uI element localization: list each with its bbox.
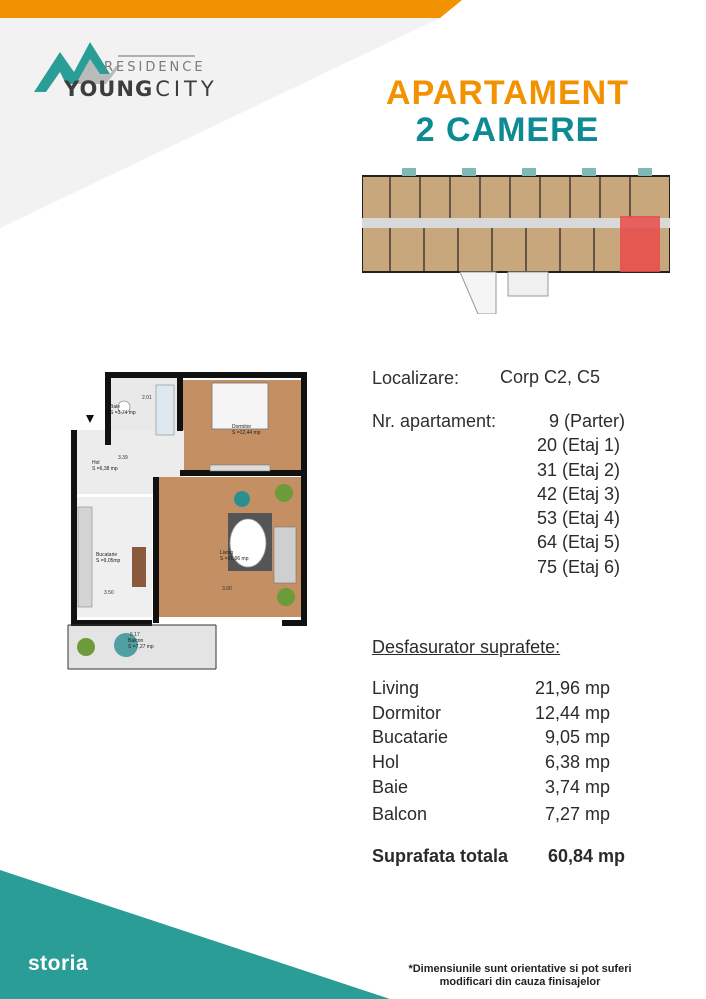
area-name: Living xyxy=(372,678,420,698)
page-title-line2: 2 CAMERE xyxy=(415,111,600,149)
plan-hol-area: S =6,38 mp xyxy=(92,466,118,472)
area-name: Baie xyxy=(372,777,409,797)
area-row-living xyxy=(372,678,642,702)
plan-label-balcon xyxy=(128,638,154,650)
plan-living-name: Living xyxy=(220,550,234,556)
apartment-number-item: 20 (Etaj 1) xyxy=(537,435,621,456)
apartment-number-item: 9 (Parter) xyxy=(549,411,626,431)
plan-label-living xyxy=(220,550,249,562)
top-orange-band xyxy=(0,0,462,18)
area-name: Hol xyxy=(372,752,400,772)
plan-dimension-2: 3.39 xyxy=(118,455,128,461)
area-value: 7,27 mp xyxy=(545,804,611,824)
plan-dimension-3: 3.50 xyxy=(104,590,114,596)
area-value: 21,96 mp xyxy=(535,678,611,698)
plan-dimension-4: 3.00 xyxy=(222,586,232,592)
apartment-number-item: 53 (Etaj 4) xyxy=(537,508,621,529)
plan-balcon-area: S =7,27 mp xyxy=(128,644,154,650)
apartment-number-item: 42 (Etaj 3) xyxy=(537,483,621,504)
plan-dormitor-name: Dormitor xyxy=(232,424,252,430)
plan-dimension-1: 2.01 xyxy=(142,395,152,401)
area-value: 3,74 mp xyxy=(545,777,611,797)
logo-young: YOUNG xyxy=(64,77,154,101)
areas-heading: Desfasurator suprafete: xyxy=(372,637,561,657)
area-name: Balcon xyxy=(372,804,428,824)
plan-living-area: S =21,96 mp xyxy=(220,556,249,562)
total-value: 60,84 mp xyxy=(548,846,626,866)
plan-label-baie xyxy=(110,404,136,416)
page-title-line1: APARTAMENT xyxy=(386,74,629,112)
area-row-hol xyxy=(372,752,642,776)
apartment-number-item: 31 (Etaj 2) xyxy=(537,459,621,480)
building-key-plan xyxy=(362,166,670,314)
bottom-teal-band xyxy=(0,870,390,999)
area-value: 6,38 mp xyxy=(545,752,611,772)
area-name: Dormitor xyxy=(372,703,442,723)
logo-residence: RESIDENCE xyxy=(104,60,206,75)
area-row-baie xyxy=(372,777,642,801)
area-row-balcon xyxy=(372,804,642,828)
apartment-number-list xyxy=(537,411,625,581)
plan-bucatarie-area: S =9,05mp xyxy=(96,558,121,564)
apartment-number-item: 64 (Etaj 5) xyxy=(537,532,621,553)
storia-logo: storia xyxy=(28,952,89,975)
plan-hol-name: Hol xyxy=(92,460,100,466)
area-value: 12,44 mp xyxy=(535,703,611,723)
area-name: Bucatarie xyxy=(372,727,449,747)
plan-label-bucatarie xyxy=(96,552,120,564)
area-row-bucatarie xyxy=(372,727,642,751)
footnote: *Dimensiunile sunt orientative si pot suferi modificari din cauza finisajelor xyxy=(408,963,632,988)
logo-city: CITY xyxy=(155,77,218,101)
plan-baie-name: Baie xyxy=(110,404,121,410)
area-row-total xyxy=(372,846,642,870)
location-value: Corp C2, C5 xyxy=(500,367,601,387)
area-row-dormitor xyxy=(372,703,642,727)
plan-baie-area: S =3,74 mp xyxy=(110,410,136,416)
plan-label-dormitor xyxy=(232,424,261,436)
apartment-number-item: 75 (Etaj 6) xyxy=(537,556,621,577)
location-label: Localizare: xyxy=(372,368,460,388)
plan-dormitor-area: S =12,44 mp xyxy=(232,430,261,436)
area-value: 9,05 mp xyxy=(545,727,611,747)
apartment-floor-plan xyxy=(60,365,320,675)
total-label: Suprafata totala xyxy=(372,846,509,866)
plan-dimension-5: 6.17 xyxy=(130,632,140,638)
plan-bucatarie-name: Bucatarie xyxy=(96,552,118,558)
plan-balcon-name: Balcon xyxy=(128,638,144,644)
plan-label-hol xyxy=(92,460,118,472)
logo-young-city xyxy=(64,77,218,101)
apartment-number-label: Nr. apartament: xyxy=(372,411,497,431)
